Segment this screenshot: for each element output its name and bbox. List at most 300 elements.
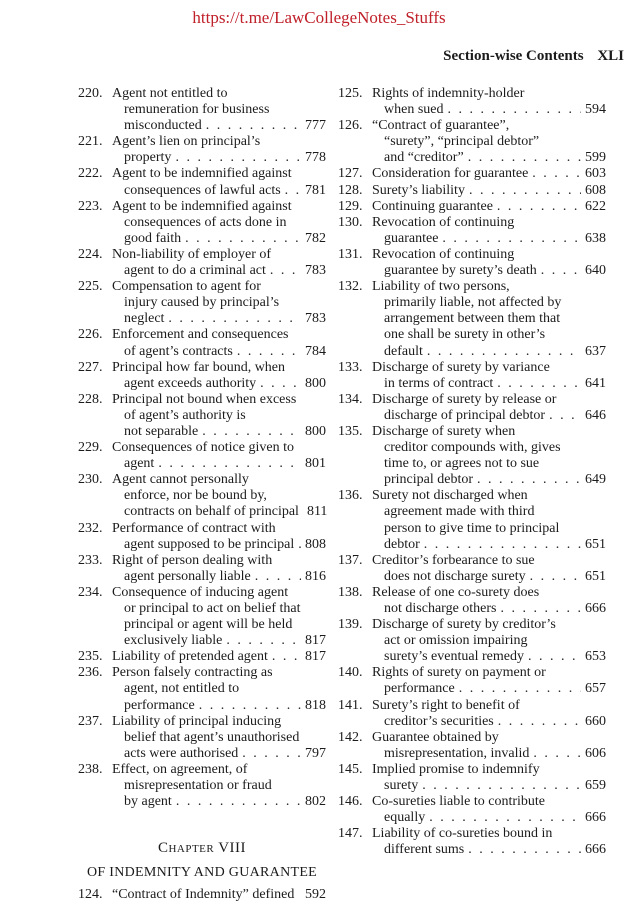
entry-text <box>372 215 606 247</box>
contents-entry <box>78 279 326 327</box>
contents-entry <box>338 488 606 552</box>
contents-entry <box>338 199 606 215</box>
entry-line: person to give time to principal <box>384 520 560 536</box>
contents-entry <box>338 247 606 279</box>
entry-line: default <box>384 343 423 359</box>
entry-line: Consequence of inducing agent <box>112 584 289 600</box>
entry-text <box>112 649 326 665</box>
page-ref: 797 <box>305 745 326 761</box>
leader-dots <box>429 810 581 826</box>
page-ref: 651 <box>585 568 606 584</box>
page-ref: 637 <box>585 343 606 359</box>
page-ref: 653 <box>585 649 606 665</box>
page-ref: 666 <box>585 842 606 858</box>
page-ref: 802 <box>305 794 326 810</box>
entry-text <box>112 521 326 553</box>
leader-dots <box>270 263 301 279</box>
entry-line: agent <box>124 456 155 472</box>
section-number: 236. <box>78 665 103 681</box>
contents-entry <box>338 118 606 166</box>
entry-line: Agent cannot personally <box>112 472 249 488</box>
page-ref: 784 <box>305 343 326 359</box>
contents-entry <box>338 698 606 730</box>
entry-line: Right of person dealing with <box>112 552 273 568</box>
page-ref: 599 <box>585 150 606 166</box>
page-ref: 818 <box>305 697 326 713</box>
entry-line: Creditor’s forbearance to sue <box>372 552 535 568</box>
leader-dots <box>199 698 301 714</box>
entry-text <box>372 488 606 552</box>
contents-entry <box>78 134 326 166</box>
section-number: 226. <box>78 327 103 343</box>
page-ref: 641 <box>585 375 606 391</box>
entry-line: injury caused by principal’s <box>124 295 280 311</box>
section-number: 228. <box>78 391 103 407</box>
contents-entry <box>78 521 326 553</box>
section-number: 145. <box>338 761 363 777</box>
entry-line: Liability of pretended agent <box>112 649 268 665</box>
entry-line: belief that agent’s unauthorised <box>124 729 300 745</box>
section-number: 139. <box>338 617 363 633</box>
entry-line: Rights of surety on payment or <box>372 665 546 681</box>
entry-last-line <box>112 649 326 665</box>
entry-line: act or omission impairing <box>384 633 528 649</box>
leader-dots <box>175 150 301 166</box>
contents-entry <box>338 585 606 617</box>
entry-last-line <box>372 472 606 488</box>
page-ref: 640 <box>585 263 606 279</box>
entry-text <box>112 553 326 585</box>
entry-last-line <box>372 746 606 762</box>
page-ref: 657 <box>585 681 606 697</box>
entry-text <box>372 794 606 826</box>
entry-line: agent exceeds authority <box>124 375 257 391</box>
entry-line: one shall be surety in other’s <box>384 327 546 343</box>
page-ref: 808 <box>305 536 326 552</box>
entry-line: time to, or agrees not to sue <box>384 456 540 472</box>
page-number: XLI <box>597 48 624 64</box>
entry-line: not separable <box>124 423 199 439</box>
section-number: 237. <box>78 713 103 729</box>
entry-line: “surety”, “principal debtor” <box>384 134 540 150</box>
contents-entry <box>338 183 606 199</box>
entry-text <box>112 392 326 440</box>
section-number: 225. <box>78 279 103 295</box>
leader-dots <box>541 263 581 279</box>
entry-line: Guarantee obtained by <box>372 729 499 745</box>
leader-dots <box>185 231 301 247</box>
page-ref: 608 <box>585 182 606 198</box>
contents-entry <box>78 360 326 392</box>
entry-last-line <box>372 263 606 279</box>
entry-last-line <box>112 118 326 134</box>
entry-text <box>372 826 606 858</box>
entry-text <box>372 698 606 730</box>
entry-line: when sued <box>384 102 444 118</box>
entry-line: agent personally liable <box>124 568 251 584</box>
entry-line: of agent’s authority is <box>124 407 246 423</box>
entry-text <box>372 617 606 665</box>
contents-entry <box>338 279 606 359</box>
contents-entry <box>338 392 606 424</box>
page-ref: 594 <box>585 102 606 118</box>
section-number: 132. <box>338 279 363 295</box>
entry-line: surety’s eventual remedy <box>384 649 524 665</box>
contents-entry <box>78 472 326 520</box>
contents-entry <box>338 215 606 247</box>
entry-text <box>372 424 606 488</box>
entry-line: Person falsely contracting as <box>112 665 273 681</box>
entry-last-line <box>372 649 606 665</box>
entry-line: by agent <box>124 794 172 810</box>
source-url: https://t.me/LawCollegeNotes_Stuffs <box>192 8 446 27</box>
contents-entry <box>338 86 606 118</box>
leader-dots <box>497 199 581 215</box>
entry-last-line <box>112 263 326 279</box>
entry-last-line <box>112 150 326 166</box>
entry-last-line <box>372 231 606 247</box>
entry-line: agent, not entitled to <box>124 681 240 697</box>
entry-last-line <box>372 681 606 697</box>
contents-entry <box>338 794 606 826</box>
section-number: 227. <box>78 359 103 375</box>
entry-line: Agent to be indemnified against <box>112 166 292 182</box>
leader-dots <box>285 183 301 199</box>
entry-text <box>112 86 326 134</box>
entry-text <box>112 714 326 762</box>
entry-line: does not discharge surety <box>384 568 526 584</box>
entry-last-line <box>372 810 606 826</box>
page-ref: 603 <box>585 166 606 182</box>
leader-dots <box>448 102 582 118</box>
entry-last-line <box>372 199 606 215</box>
page-ref: 666 <box>585 810 606 826</box>
entry-line: Liability of co-sureties bound in <box>372 826 553 842</box>
entry-last-line <box>372 183 606 199</box>
entry-line: property <box>124 150 172 166</box>
page-ref: 817 <box>305 633 326 649</box>
entry-line: debtor <box>384 536 420 552</box>
running-head <box>443 48 624 65</box>
entry-line: arrangement between them that <box>384 311 561 327</box>
entry-line: equally <box>384 810 426 826</box>
entry-text <box>372 585 606 617</box>
entry-line: good faith <box>124 230 182 246</box>
entry-line: contracts on behalf of principal <box>124 504 299 520</box>
section-number: 125. <box>338 86 363 101</box>
entry-last-line <box>372 344 606 360</box>
contents-entry <box>338 553 606 585</box>
entry-line: not discharge others <box>384 601 497 616</box>
page-ref: 777 <box>305 118 326 134</box>
entry-last-line <box>112 344 326 360</box>
entry-line: “Contract of guarantee”, <box>372 118 510 134</box>
contents-entry <box>338 730 606 762</box>
entry-last-line <box>112 537 326 553</box>
entry-line: discharge of principal debtor <box>384 407 546 423</box>
entry-line: Revocation of continuing <box>372 214 515 230</box>
contents-entry <box>78 199 326 247</box>
section-number: 233. <box>78 552 103 568</box>
entry-line: “Contract of Indemnity” defined <box>112 887 295 903</box>
entry-line: Compensation to agent for <box>112 279 261 295</box>
leader-dots <box>202 424 301 440</box>
entry-line: principal debtor <box>384 472 474 488</box>
section-number: 137. <box>338 552 363 568</box>
leader-dots <box>206 118 301 134</box>
page-ref: 783 <box>305 263 326 279</box>
entry-last-line <box>372 166 606 182</box>
leader-dots <box>168 311 301 327</box>
entry-line: Principal how far bound, when <box>112 359 286 375</box>
section-number: 126. <box>338 118 363 134</box>
entry-last-line <box>372 408 606 424</box>
entry-text <box>112 134 326 166</box>
section-number: 138. <box>338 584 363 600</box>
contents-entry <box>338 166 606 182</box>
entry-last-line <box>112 633 326 649</box>
section-number: 136. <box>338 488 363 504</box>
page-ref: 622 <box>585 198 606 214</box>
section-number: 235. <box>78 649 103 665</box>
page-ref: 781 <box>305 182 326 198</box>
entry-line: and “creditor” <box>384 150 464 166</box>
leader-dots <box>260 376 301 392</box>
entry-last-line <box>112 456 326 472</box>
contents-entry <box>338 360 606 392</box>
contents-entry <box>78 166 326 198</box>
entry-last-line <box>112 746 326 762</box>
contents-entry <box>78 327 326 359</box>
entry-text <box>372 665 606 697</box>
leader-dots <box>427 344 581 360</box>
contents-entry <box>78 665 326 713</box>
contents-entry <box>338 826 606 858</box>
leader-dots <box>532 166 581 182</box>
contents-entry <box>78 585 326 649</box>
section-number: 140. <box>338 665 363 681</box>
page-ref: 649 <box>585 472 606 488</box>
entry-text <box>372 279 606 359</box>
page-ref: 638 <box>585 230 606 246</box>
section-number: 146. <box>338 794 363 810</box>
entry-line: remuneration for business <box>124 102 270 118</box>
section-number: 135. <box>338 423 363 439</box>
entry-line: Enforcement and consequences <box>112 327 289 343</box>
entry-text <box>372 360 606 392</box>
leader-dots <box>242 746 301 762</box>
entry-line: Surety’s right to benefit of <box>372 697 520 713</box>
entry-line: Effect, on agreement, of <box>112 761 248 777</box>
leader-dots <box>272 649 301 665</box>
entry-text <box>372 553 606 585</box>
entry-line: Co-sureties liable to contribute <box>372 794 546 810</box>
leader-dots <box>459 681 581 697</box>
leader-dots <box>422 778 581 794</box>
leader-dots <box>226 633 301 649</box>
entry-text <box>112 472 326 520</box>
leader-dots <box>469 183 581 199</box>
section-number: 234. <box>78 584 103 600</box>
section-number: 141. <box>338 697 363 713</box>
entry-text <box>112 166 326 198</box>
entry-text <box>112 327 326 359</box>
entry-text <box>112 887 326 903</box>
entry-last-line <box>372 537 606 553</box>
section-number: 222. <box>78 166 103 182</box>
section-number: 147. <box>338 826 363 842</box>
entry-line: guarantee <box>384 230 439 246</box>
entry-last-line <box>112 424 326 440</box>
entry-last-line <box>372 842 606 858</box>
section-number: 142. <box>338 729 363 745</box>
entry-last-line <box>112 183 326 199</box>
section-number: 129. <box>338 198 363 214</box>
leader-dots <box>298 537 301 553</box>
section-number: 124. <box>78 887 103 903</box>
chapter-title: OF INDEMNITY AND GUARANTEE <box>86 865 318 881</box>
contents-entry <box>338 762 606 794</box>
section-number: 238. <box>78 761 103 777</box>
entry-line: agent supposed to be principal <box>124 536 295 552</box>
entry-line: Non-liability of employer of <box>112 246 272 262</box>
leader-dots <box>158 456 301 472</box>
leader-dots <box>533 746 581 762</box>
entry-line: Continuing guarantee <box>372 198 493 214</box>
entry-line: Agent to be indemnified against <box>112 198 292 214</box>
entry-line: misconducted <box>124 118 202 134</box>
entry-line: Agent not entitled to <box>112 86 228 101</box>
page-ref: 811 <box>306 504 328 520</box>
entry-line: misrepresentation or fraud <box>124 778 272 794</box>
entry-text <box>372 392 606 424</box>
entry-line: Revocation of continuing <box>372 246 515 262</box>
entry-line: primarily liable, not affected by <box>384 295 562 311</box>
entry-text <box>112 585 326 649</box>
contents-entry <box>78 440 326 472</box>
entry-line: misrepresentation, invalid <box>384 745 530 761</box>
entry-last-line <box>372 601 606 617</box>
entry-text <box>112 360 326 392</box>
section-number: 230. <box>78 472 103 488</box>
contents-entry <box>78 392 326 440</box>
entry-line: Liability of principal inducing <box>112 713 282 729</box>
entry-last-line <box>112 887 326 903</box>
page-ref: 800 <box>305 375 326 391</box>
entry-line: exclusively liable <box>124 633 223 649</box>
entry-text <box>372 199 606 215</box>
section-number: 127. <box>338 166 363 182</box>
leader-dots <box>498 714 581 730</box>
page-ref: 651 <box>585 536 606 552</box>
section-number: 134. <box>338 391 363 407</box>
entry-line: Rights of indemnity-holder <box>372 86 525 101</box>
entry-last-line <box>112 231 326 247</box>
page-ref: 800 <box>305 423 326 439</box>
entry-line: or principal to act on belief that <box>124 601 301 616</box>
contents-entry <box>78 649 326 665</box>
leader-dots <box>549 408 581 424</box>
entry-line: acts were authorised <box>124 745 239 761</box>
entry-line: Implied promise to indemnify <box>372 761 540 777</box>
entry-line: consequences of acts done in <box>124 214 287 230</box>
entry-text <box>372 730 606 762</box>
entry-text <box>372 118 606 166</box>
entry-line: performance <box>124 697 195 713</box>
section-number: 130. <box>338 214 363 230</box>
leader-dots <box>530 569 581 585</box>
entry-line: Liability of two persons, <box>372 279 510 295</box>
entry-text <box>112 762 326 810</box>
entry-last-line <box>372 102 606 118</box>
section-number: 221. <box>78 134 103 150</box>
entry-line: Release of one co-surety does <box>372 584 540 600</box>
contents-entry <box>338 665 606 697</box>
entry-text <box>112 440 326 472</box>
entry-last-line <box>372 150 606 166</box>
leader-dots <box>497 376 581 392</box>
section-number: 133. <box>338 359 363 375</box>
entry-line: Discharge of surety when <box>372 423 516 439</box>
page-ref: 816 <box>305 568 326 584</box>
page-ref: 817 <box>305 649 326 665</box>
leader-dots <box>442 231 581 247</box>
entry-last-line <box>112 794 326 810</box>
entry-line: Surety’s liability <box>372 182 465 198</box>
entry-line: Discharge of surety by creditor’s <box>372 617 556 633</box>
contents-entry <box>338 617 606 665</box>
entry-text <box>372 86 606 118</box>
entry-line: Discharge of surety by release or <box>372 391 557 407</box>
contents-entry <box>78 887 326 903</box>
page-ref: 778 <box>305 150 326 166</box>
entry-line: consequences of lawful acts <box>124 182 281 198</box>
leader-dots <box>477 472 581 488</box>
section-number: 223. <box>78 198 103 214</box>
entry-line: in terms of contract <box>384 375 494 391</box>
entry-text <box>112 279 326 327</box>
contents-entry <box>78 553 326 585</box>
entry-last-line <box>112 311 326 327</box>
entry-last-line <box>112 376 326 392</box>
leader-dots <box>424 537 581 553</box>
entry-line: guarantee by surety’s death <box>384 263 537 279</box>
contents-entry <box>78 86 326 134</box>
entry-last-line <box>372 569 606 585</box>
page-ref: 606 <box>585 745 606 761</box>
leader-dots <box>468 150 581 166</box>
entry-line: agreement made with third <box>384 504 535 520</box>
leader-dots <box>176 794 301 810</box>
entry-line: different sums <box>384 842 465 858</box>
entry-line: Consideration for guarantee <box>372 166 529 182</box>
entry-line: creditor compounds with, gives <box>384 440 561 456</box>
entry-last-line <box>372 376 606 392</box>
leader-dots <box>528 649 581 665</box>
section-number: 220. <box>78 86 103 101</box>
chapter-label: Chapter VIII <box>157 840 247 857</box>
page-ref: 592 <box>305 887 326 903</box>
entry-line: performance <box>384 681 455 697</box>
contents-entry <box>78 714 326 762</box>
page-ref: 782 <box>305 230 326 246</box>
section-number: 224. <box>78 246 103 262</box>
page-ref: 659 <box>585 778 606 794</box>
entry-last-line <box>112 504 326 520</box>
entry-line: neglect <box>124 311 165 327</box>
section-number: 128. <box>338 182 363 198</box>
entry-line: agent to do a criminal act <box>124 263 266 279</box>
